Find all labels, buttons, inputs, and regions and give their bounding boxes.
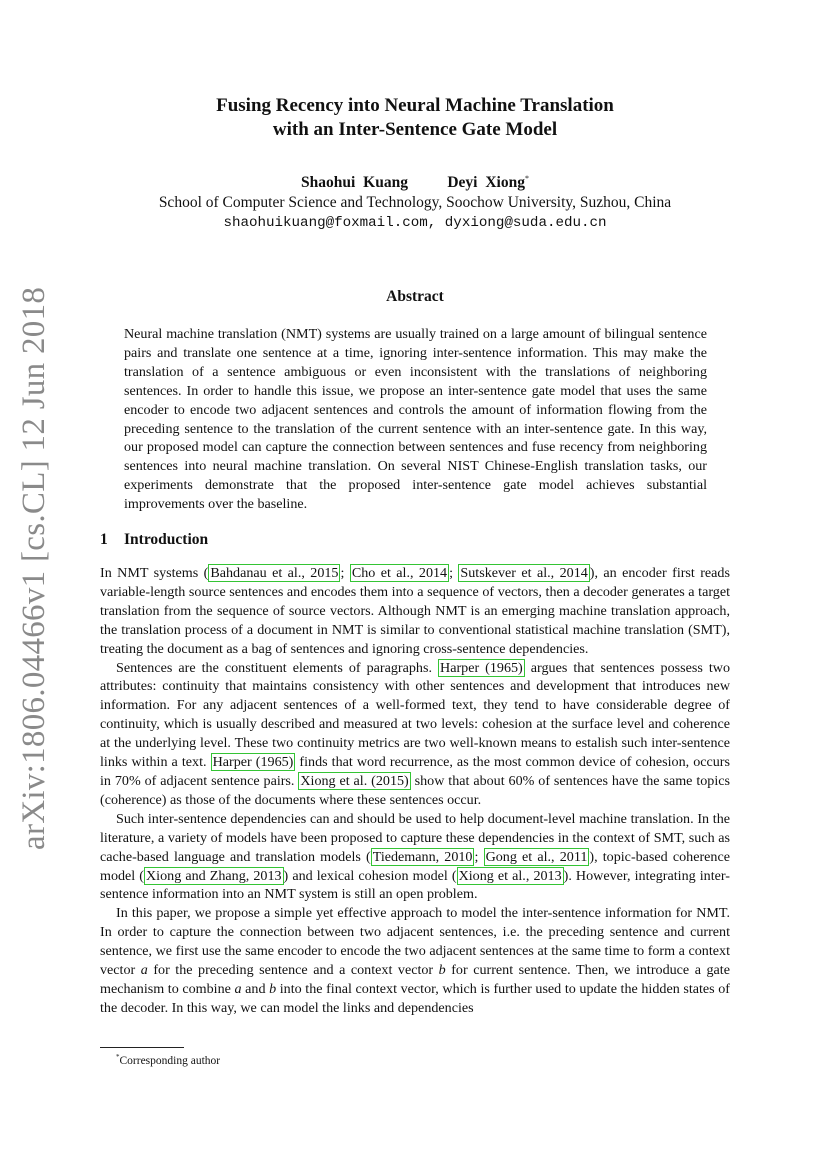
- citation-link[interactable]: Harper (1965): [212, 754, 294, 771]
- text-run: Sentences are the constituent elements of paragraphs.: [116, 659, 439, 676]
- text-run: In NMT systems (: [100, 565, 209, 581]
- citation-link[interactable]: Xiong et al., 2013: [458, 867, 562, 884]
- footnote-mark: *: [116, 1053, 120, 1061]
- text-run: ), topic-based coherence model (: [100, 848, 730, 884]
- text-run: for the preceding sentence and a context vector: [147, 962, 439, 979]
- math-variable: a: [140, 962, 148, 979]
- author-name: Shaohui Kuang: [301, 174, 408, 192]
- affiliation: School of Computer Science and Technology, Soochow University, Suzhou, China: [158, 194, 672, 212]
- text-run: ;: [449, 565, 459, 581]
- author-list: [100, 169, 730, 193]
- math-variable: a: [234, 980, 242, 997]
- text-run: ) and lexical cohesion model (: [283, 867, 457, 884]
- footnote: [116, 1050, 220, 1068]
- author-name: Deyi Xiong: [447, 174, 525, 192]
- text-run: into the final context vector, which is further used to update the hidden states of the decoder. In this way, we can model the links and dependencies: [100, 980, 730, 1016]
- corresponding-author-mark: *: [524, 174, 529, 183]
- citation-link[interactable]: Harper (1965): [440, 659, 523, 676]
- paragraph: [100, 904, 730, 1017]
- text-run: In this paper, we propose a simple yet effective approach to model the inter-sentence information for NMT. In order to capture the connection between two adjacent sentences, i.e. the preceding sentence and current sentence, we first use the same encoder to encode the two adjacent sentences at the same time to form a context vector: [100, 905, 730, 979]
- footnote-divider: [100, 1047, 184, 1048]
- math-variable: b: [438, 962, 446, 979]
- text-run: for current sentence. Then, we introduce a gate mechanism to combine: [100, 962, 730, 997]
- author-emails: shaohuikuang@foxmail.com, dyxiong@suda.edu.cn: [223, 215, 607, 232]
- text-run: ). However, integrating inter-sentence information into an NMT system is still an open problem.: [100, 867, 730, 903]
- citation-link[interactable]: Sutskever et al., 2014: [460, 565, 588, 581]
- text-run: and: [241, 980, 270, 997]
- text-run: ), an encoder first reads variable-length source sentences and encodes them into a sequence of vectors, then a decoder generates a target translation from the sequence of source vectors. Although NMT is an emerging machine translation approach, the translation process of a document in NMT is similar to conventional statistical machine translation (SMT), treating the document as a bag of sentences and ignoring cross-sentence dependencies.: [100, 565, 730, 657]
- citation-link[interactable]: Gong et al., 2011: [485, 848, 588, 865]
- text-run: ;: [474, 848, 484, 865]
- paragraph: [100, 564, 730, 659]
- citation-link[interactable]: Cho et al., 2014: [351, 565, 448, 581]
- section-title: Introduction: [124, 531, 209, 548]
- citation-link[interactable]: Xiong and Zhang, 2013: [146, 867, 282, 884]
- citation-link[interactable]: Bahdanau et al., 2015: [210, 565, 339, 581]
- text-run: Such inter-sentence dependencies can and should be used to help document-level machine translation. In the literature, a variety of models have been proposed to capture these dependencies in the context of SMT, such as cache-based language and translation models (: [100, 810, 730, 865]
- citation-link[interactable]: Xiong et al. (2015): [300, 772, 409, 789]
- paragraph: [100, 659, 730, 810]
- title-block: [100, 94, 730, 233]
- math-variable: b: [269, 980, 277, 997]
- text-run: argues that sentences possess two attributes: continuity that maintains consistency with other sentences and development that introduces new information. For any adjacent sentences of a well-formed text, they tend to have considerable degree of continuity, which is usually described and measured at two levels: cohesion at the surface level and coherence at the underlying level. These two continuity metrics are two well-known means to estalish such inter-sentence links within a text.: [100, 659, 730, 771]
- text-run: finds that word recurrence, as the most common device of cohesion, occurs in 70% of adjacent sentence pairs.: [100, 754, 730, 789]
- body-text: [100, 564, 730, 1018]
- paragraph: [100, 810, 730, 905]
- title-line-1: Fusing Recency into Neural Machine Translation: [216, 95, 614, 116]
- abstract-text: Neural machine translation (NMT) systems are usually trained on a large amount of bilingual sentence pairs and translate one sentence at a time, ignoring inter-sentence information. This may make the translation of a sentence ambiguous or even inconsistent with the translations of neighboring sentences. In order to handle this issue, we propose an inter-sentence gate model that uses the same encoder to encode two adjacent sentences and controls the amount of information flowing from the preceding sentence to the translation of the current sentence with an inter-sentence gate. In this way, our proposed model can capture the connection between sentences and fuse recency from neighboring sentences into neural machine translation. On several NIST Chinese-English translation tasks, our experiments demonstrate that the proposed inter-sentence gate model achieves substantial improvements over the baseline.: [124, 326, 707, 513]
- abstract-heading: Abstract: [386, 288, 444, 305]
- paper-title: [100, 94, 730, 142]
- title-line-2: with an Inter-Sentence Gate Model: [272, 119, 558, 140]
- text-run: show that about 60% of sentences have the same topics (coherence) as those of the documents where these sentences occur.: [100, 772, 730, 808]
- section-heading: [100, 531, 208, 549]
- text-run: ;: [340, 565, 350, 581]
- citation-link[interactable]: Tiedemann, 2010: [372, 848, 473, 865]
- footnote-text: Corresponding author: [119, 1054, 221, 1067]
- arxiv-identifier-stamp: arXiv:1806.04466v1 [cs.CL] 12 Jun 2018: [16, 286, 52, 850]
- section-number: 1: [100, 531, 108, 548]
